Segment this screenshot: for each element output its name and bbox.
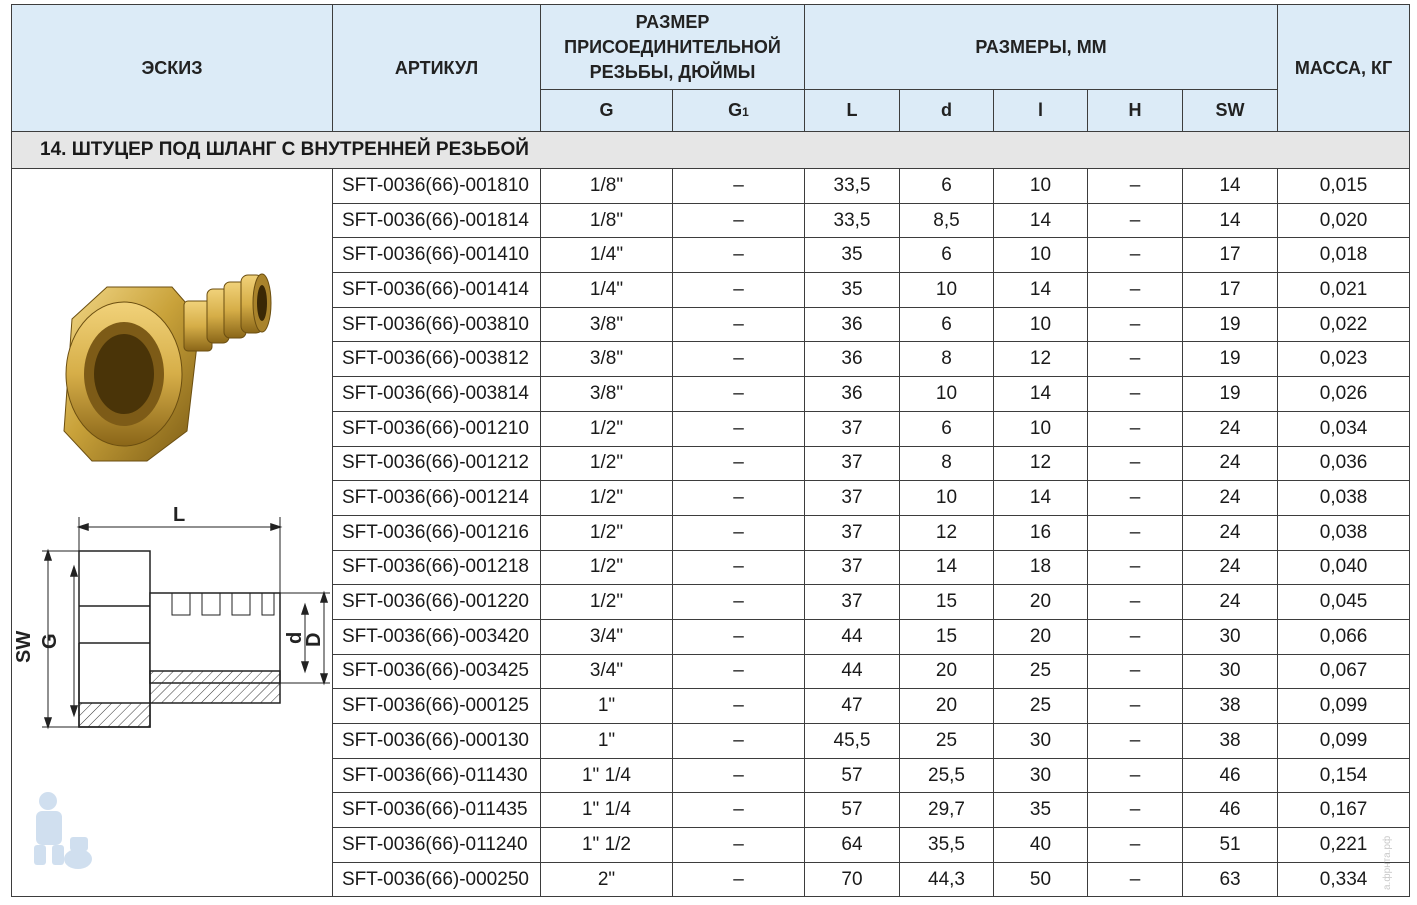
cell-SW: 38 xyxy=(1183,724,1278,759)
cell-l: 14 xyxy=(994,203,1088,238)
cell-g: 3/8" xyxy=(541,307,673,342)
cell-g1: – xyxy=(673,238,805,273)
cell-L: 37 xyxy=(805,515,900,550)
cell-g1: – xyxy=(673,515,805,550)
header-thread-size-line3: РЕЗЬБЫ, ДЮЙМЫ xyxy=(589,61,756,82)
cell-g1: – xyxy=(673,585,805,620)
cell-g: 1/4" xyxy=(541,273,673,308)
cell-article: SFT-0036(66)-003420 xyxy=(333,619,541,654)
cell-g: 1/8" xyxy=(541,169,673,204)
cell-H: – xyxy=(1088,307,1183,342)
cell-L: 64 xyxy=(805,828,900,863)
cell-L: 37 xyxy=(805,481,900,516)
cell-g1: – xyxy=(673,793,805,828)
cell-g: 1" 1/4 xyxy=(541,793,673,828)
cell-g1: – xyxy=(673,169,805,204)
cell-d: 10 xyxy=(900,273,994,308)
drawing-label-SW: SW xyxy=(13,630,35,663)
cell-SW: 24 xyxy=(1183,411,1278,446)
cell-g: 1/2" xyxy=(541,411,673,446)
cell-article: SFT-0036(66)-001414 xyxy=(333,273,541,308)
cell-article: SFT-0036(66)-003812 xyxy=(333,342,541,377)
cell-article: SFT-0036(66)-001220 xyxy=(333,585,541,620)
cell-L: 57 xyxy=(805,758,900,793)
cell-g: 1/2" xyxy=(541,481,673,516)
cell-SW: 46 xyxy=(1183,758,1278,793)
plumber-mascot-logo xyxy=(34,792,92,869)
cell-article: SFT-0036(66)-001210 xyxy=(333,411,541,446)
cell-g: 1/2" xyxy=(541,515,673,550)
header-H: H xyxy=(1088,90,1183,132)
cell-g: 1" xyxy=(541,689,673,724)
cell-SW: 24 xyxy=(1183,446,1278,481)
cell-SW: 63 xyxy=(1183,862,1278,897)
cell-d: 12 xyxy=(900,515,994,550)
cell-L: 37 xyxy=(805,411,900,446)
cell-L: 37 xyxy=(805,446,900,481)
cell-H: – xyxy=(1088,203,1183,238)
cell-SW: 19 xyxy=(1183,342,1278,377)
cell-d: 29,7 xyxy=(900,793,994,828)
cell-L: 36 xyxy=(805,377,900,412)
cell-d: 8,5 xyxy=(900,203,994,238)
cell-H: – xyxy=(1088,550,1183,585)
cell-mass: 0,067 xyxy=(1278,654,1410,689)
cell-d: 8 xyxy=(900,342,994,377)
cell-g1: – xyxy=(673,411,805,446)
cell-H: – xyxy=(1088,758,1183,793)
cell-SW: 14 xyxy=(1183,203,1278,238)
cell-mass: 0,154 xyxy=(1278,758,1410,793)
cell-d: 25 xyxy=(900,724,994,759)
header-article: АРТИКУЛ xyxy=(333,5,541,132)
cell-H: – xyxy=(1088,862,1183,897)
cell-g: 1/4" xyxy=(541,238,673,273)
cell-d: 35,5 xyxy=(900,828,994,863)
cell-g1: – xyxy=(673,862,805,897)
fitting-illustration xyxy=(12,169,332,893)
cell-L: 70 xyxy=(805,862,900,897)
cell-l: 14 xyxy=(994,273,1088,308)
header-thread-size-line2: ПРИСОЕДИНИТЕЛЬНОЙ xyxy=(564,36,781,57)
cell-SW: 24 xyxy=(1183,550,1278,585)
cell-L: 35 xyxy=(805,273,900,308)
cell-l: 25 xyxy=(994,689,1088,724)
cell-l: 14 xyxy=(994,481,1088,516)
header-thread-size-line1: РАЗМЕР xyxy=(635,11,710,32)
cell-g1: – xyxy=(673,307,805,342)
cell-g1: – xyxy=(673,550,805,585)
cell-H: – xyxy=(1088,793,1183,828)
cell-article: SFT-0036(66)-000125 xyxy=(333,689,541,724)
cell-mass: 0,021 xyxy=(1278,273,1410,308)
cell-d: 8 xyxy=(900,446,994,481)
cell-g1: – xyxy=(673,724,805,759)
cell-article: SFT-0036(66)-001214 xyxy=(333,481,541,516)
cell-l: 10 xyxy=(994,307,1088,342)
cell-L: 47 xyxy=(805,689,900,724)
cell-l: 35 xyxy=(994,793,1088,828)
cell-d: 20 xyxy=(900,654,994,689)
product-rows xyxy=(12,169,1410,897)
spec-table xyxy=(11,4,1410,897)
cell-l: 10 xyxy=(994,238,1088,273)
cell-SW: 30 xyxy=(1183,619,1278,654)
header-l: l xyxy=(994,90,1088,132)
cell-g: 1/8" xyxy=(541,203,673,238)
cell-mass: 0,034 xyxy=(1278,411,1410,446)
cell-L: 37 xyxy=(805,550,900,585)
cell-H: – xyxy=(1088,689,1183,724)
cell-d: 6 xyxy=(900,411,994,446)
cell-l: 20 xyxy=(994,619,1088,654)
header-g1-sub: 1 xyxy=(742,105,749,119)
cell-L: 45,5 xyxy=(805,724,900,759)
section-title: 14. ШТУЦЕР ПОД ШЛАНГ С ВНУТРЕННЕЙ РЕЗЬБОЙ xyxy=(12,132,1410,169)
cell-l: 30 xyxy=(994,758,1088,793)
cell-SW: 17 xyxy=(1183,273,1278,308)
header-mass: МАССА, КГ xyxy=(1278,5,1410,132)
header-dimensions: РАЗМЕРЫ, ММ xyxy=(805,5,1278,90)
cell-g: 3/8" xyxy=(541,377,673,412)
cell-H: – xyxy=(1088,724,1183,759)
cell-mass: 0,099 xyxy=(1278,724,1410,759)
cell-d: 6 xyxy=(900,238,994,273)
cell-g: 1" 1/4 xyxy=(541,758,673,793)
cell-article: SFT-0036(66)-000130 xyxy=(333,724,541,759)
cell-mass: 0,040 xyxy=(1278,550,1410,585)
sketch-cell xyxy=(12,169,333,897)
cell-mass: 0,026 xyxy=(1278,377,1410,412)
cell-SW: 30 xyxy=(1183,654,1278,689)
cell-H: – xyxy=(1088,585,1183,620)
cell-mass: 0,038 xyxy=(1278,481,1410,516)
cell-d: 6 xyxy=(900,169,994,204)
cell-SW: 24 xyxy=(1183,585,1278,620)
cell-SW: 14 xyxy=(1183,169,1278,204)
cell-mass: 0,036 xyxy=(1278,446,1410,481)
cell-g1: – xyxy=(673,203,805,238)
cell-L: 35 xyxy=(805,238,900,273)
cell-g: 1/2" xyxy=(541,550,673,585)
cell-l: 20 xyxy=(994,585,1088,620)
cell-H: – xyxy=(1088,273,1183,308)
cell-g1: – xyxy=(673,481,805,516)
cell-d: 10 xyxy=(900,377,994,412)
header-thread-size xyxy=(541,5,805,90)
cell-article: SFT-0036(66)-001814 xyxy=(333,203,541,238)
header-L: L xyxy=(805,90,900,132)
cell-L: 37 xyxy=(805,585,900,620)
cell-H: – xyxy=(1088,828,1183,863)
cell-L: 44 xyxy=(805,654,900,689)
cell-g1: – xyxy=(673,446,805,481)
cell-article: SFT-0036(66)-001218 xyxy=(333,550,541,585)
cell-L: 57 xyxy=(805,793,900,828)
cell-article: SFT-0036(66)-001410 xyxy=(333,238,541,273)
cell-H: – xyxy=(1088,377,1183,412)
cell-l: 12 xyxy=(994,342,1088,377)
cell-L: 36 xyxy=(805,342,900,377)
cell-SW: 17 xyxy=(1183,238,1278,273)
cell-mass: 0,099 xyxy=(1278,689,1410,724)
cell-SW: 46 xyxy=(1183,793,1278,828)
cell-article: SFT-0036(66)-011435 xyxy=(333,793,541,828)
cell-SW: 51 xyxy=(1183,828,1278,863)
cell-g1: – xyxy=(673,273,805,308)
header-d: d xyxy=(900,90,994,132)
cell-g: 1" xyxy=(541,724,673,759)
header-g: G xyxy=(541,90,673,132)
cell-article: SFT-0036(66)-011240 xyxy=(333,828,541,863)
cell-g: 1/2" xyxy=(541,446,673,481)
cell-SW: 24 xyxy=(1183,515,1278,550)
cell-g: 2" xyxy=(541,862,673,897)
cell-H: – xyxy=(1088,446,1183,481)
cell-g1: – xyxy=(673,619,805,654)
cell-article: SFT-0036(66)-001212 xyxy=(333,446,541,481)
cell-mass: 0,045 xyxy=(1278,585,1410,620)
cell-L: 33,5 xyxy=(805,169,900,204)
cell-g1: – xyxy=(673,828,805,863)
cell-l: 40 xyxy=(994,828,1088,863)
cell-d: 25,5 xyxy=(900,758,994,793)
cell-mass: 0,018 xyxy=(1278,238,1410,273)
cell-mass: 0,066 xyxy=(1278,619,1410,654)
cell-SW: 24 xyxy=(1183,481,1278,516)
drawing-label-G: G xyxy=(39,633,61,649)
cell-H: – xyxy=(1088,619,1183,654)
cell-H: – xyxy=(1088,411,1183,446)
cell-g1: – xyxy=(673,758,805,793)
cell-d: 15 xyxy=(900,585,994,620)
cell-mass: 0,020 xyxy=(1278,203,1410,238)
cell-l: 10 xyxy=(994,169,1088,204)
cell-mass: 0,221 xyxy=(1278,828,1410,863)
cell-l: 14 xyxy=(994,377,1088,412)
cell-H: – xyxy=(1088,481,1183,516)
cell-H: – xyxy=(1088,515,1183,550)
cell-mass: 0,023 xyxy=(1278,342,1410,377)
cell-l: 10 xyxy=(994,411,1088,446)
cell-article: SFT-0036(66)-001810 xyxy=(333,169,541,204)
cell-L: 44 xyxy=(805,619,900,654)
cell-mass: 0,038 xyxy=(1278,515,1410,550)
cell-SW: 19 xyxy=(1183,307,1278,342)
site-watermark: а.фрнта.рф xyxy=(1382,835,1393,890)
cell-SW: 38 xyxy=(1183,689,1278,724)
cell-L: 36 xyxy=(805,307,900,342)
cell-g1: – xyxy=(673,654,805,689)
cell-article: SFT-0036(66)-003425 xyxy=(333,654,541,689)
cell-mass: 0,167 xyxy=(1278,793,1410,828)
cell-article: SFT-0036(66)-001216 xyxy=(333,515,541,550)
cell-g1: – xyxy=(673,689,805,724)
brass-fitting-photo xyxy=(64,274,271,461)
cell-H: – xyxy=(1088,238,1183,273)
cell-H: – xyxy=(1088,654,1183,689)
cell-article: SFT-0036(66)-000250 xyxy=(333,862,541,897)
header-g1 xyxy=(673,90,805,132)
cell-l: 25 xyxy=(994,654,1088,689)
cell-SW: 19 xyxy=(1183,377,1278,412)
cell-mass: 0,022 xyxy=(1278,307,1410,342)
cell-mass: 0,015 xyxy=(1278,169,1410,204)
drawing-label-L: L xyxy=(173,504,186,526)
cell-mass: 0,334 xyxy=(1278,862,1410,897)
cell-d: 10 xyxy=(900,481,994,516)
cell-g1: – xyxy=(673,342,805,377)
cell-l: 50 xyxy=(994,862,1088,897)
header-SW: SW xyxy=(1183,90,1278,132)
cell-g: 3/4" xyxy=(541,619,673,654)
cell-H: – xyxy=(1088,169,1183,204)
cell-d: 6 xyxy=(900,307,994,342)
cell-g1: – xyxy=(673,377,805,412)
header-sketch: ЭСКИЗ xyxy=(12,5,333,132)
cell-l: 16 xyxy=(994,515,1088,550)
cell-article: SFT-0036(66)-003814 xyxy=(333,377,541,412)
cell-d: 20 xyxy=(900,689,994,724)
cell-l: 12 xyxy=(994,446,1088,481)
cell-article: SFT-0036(66)-011430 xyxy=(333,758,541,793)
cell-L: 33,5 xyxy=(805,203,900,238)
cell-g: 1/2" xyxy=(541,585,673,620)
cell-l: 18 xyxy=(994,550,1088,585)
cell-d: 44,3 xyxy=(900,862,994,897)
cell-g: 1" 1/2 xyxy=(541,828,673,863)
drawing-label-D: D xyxy=(303,632,325,647)
cell-g: 3/8" xyxy=(541,342,673,377)
cell-g: 3/4" xyxy=(541,654,673,689)
cell-d: 14 xyxy=(900,550,994,585)
cell-l: 30 xyxy=(994,724,1088,759)
header-g1-letter: G xyxy=(728,100,743,120)
drawing-label-d: d xyxy=(284,631,306,644)
cell-article: SFT-0036(66)-003810 xyxy=(333,307,541,342)
cell-H: – xyxy=(1088,342,1183,377)
technical-drawing xyxy=(42,517,330,727)
cell-d: 15 xyxy=(900,619,994,654)
table-row xyxy=(12,169,1410,204)
